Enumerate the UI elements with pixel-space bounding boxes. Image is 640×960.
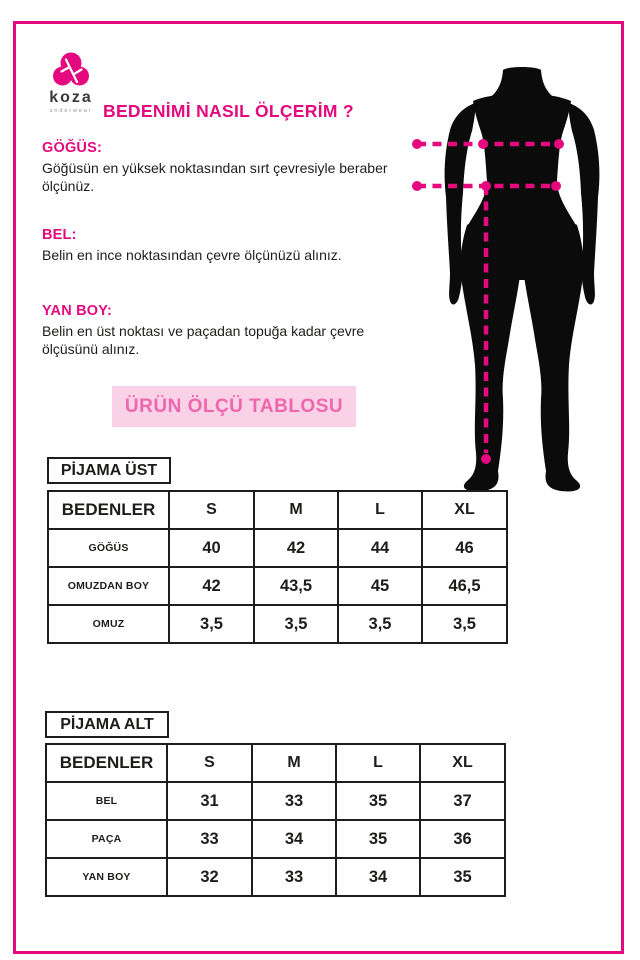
cell-value: 3,5 — [422, 605, 507, 643]
table-title-pijama-ust: PİJAMA ÜST — [47, 457, 171, 484]
cell-value: 31 — [167, 782, 252, 820]
section-yan-boy — [42, 303, 392, 358]
cell-value: 42 — [169, 567, 254, 605]
cell-value: 33 — [252, 782, 336, 820]
column-header-l: L — [336, 744, 420, 782]
cell-value: 33 — [252, 858, 336, 896]
section-bel — [42, 227, 392, 265]
column-header-s: S — [169, 491, 254, 529]
body-silhouette — [445, 67, 600, 491]
cell-value: 32 — [167, 858, 252, 896]
cell-value: 35 — [336, 782, 420, 820]
table-row — [48, 529, 507, 567]
table-header-row — [48, 491, 507, 529]
table-header-row — [46, 744, 505, 782]
row-label: GÖĞÜS — [48, 529, 169, 567]
column-header-l: L — [338, 491, 422, 529]
section-body: Belin en üst noktası ve paçadan topuğa kadar çevre ölçüsünü alınız. — [42, 323, 365, 357]
section-gogus — [42, 140, 392, 195]
cell-value: 45 — [338, 567, 422, 605]
section-heading: YAN BOY: — [42, 303, 113, 319]
brand-name: koza — [49, 89, 93, 106]
cell-value: 35 — [420, 858, 505, 896]
row-label: OMUZ — [48, 605, 169, 643]
koza-cocoon-icon — [51, 52, 91, 90]
section-body: Belin en ince noktasından çevre ölçünüzü alınız. — [42, 247, 342, 263]
brand-tagline: underwear — [49, 107, 93, 114]
brand-logo — [38, 52, 104, 114]
cell-value: 36 — [420, 820, 505, 858]
row-label: BEL — [46, 782, 167, 820]
cell-value: 42 — [254, 529, 338, 567]
column-header-s: S — [167, 744, 252, 782]
table-row — [46, 782, 505, 820]
cell-value: 40 — [169, 529, 254, 567]
cell-value: 43,5 — [254, 567, 338, 605]
column-header-xl: XL — [420, 744, 505, 782]
cell-value: 37 — [420, 782, 505, 820]
cell-value: 44 — [338, 529, 422, 567]
cell-value: 35 — [336, 820, 420, 858]
column-header-m: M — [254, 491, 338, 529]
column-header-bedenler: BEDENLER — [46, 744, 167, 782]
size-table-pijama-alt — [45, 743, 506, 897]
size-table-banner: ÜRÜN ÖLÇÜ TABLOSU — [112, 386, 356, 427]
body-figure — [405, 55, 615, 495]
cell-value: 46 — [422, 529, 507, 567]
cell-value: 3,5 — [254, 605, 338, 643]
table-title-pijama-alt: PİJAMA ALT — [45, 711, 169, 738]
cell-value: 34 — [336, 858, 420, 896]
size-table-pijama-ust — [47, 490, 508, 644]
column-header-xl: XL — [422, 491, 507, 529]
cell-value: 34 — [252, 820, 336, 858]
page-title: BEDENİMİ NASIL ÖLÇERİM ? — [103, 101, 354, 121]
cell-value: 46,5 — [422, 567, 507, 605]
column-header-bedenler: BEDENLER — [48, 491, 169, 529]
table-row — [46, 858, 505, 896]
cell-value: 3,5 — [338, 605, 422, 643]
section-heading: GÖĞÜS: — [42, 140, 103, 156]
column-header-m: M — [252, 744, 336, 782]
cell-value: 3,5 — [169, 605, 254, 643]
table-row — [48, 567, 507, 605]
row-label: PAÇA — [46, 820, 167, 858]
row-label: YAN BOY — [46, 858, 167, 896]
section-body: Göğüsün en yüksek noktasından sırt çevresiyle beraber ölçünüz. — [42, 160, 388, 194]
section-heading: BEL: — [42, 227, 77, 243]
cell-value: 33 — [167, 820, 252, 858]
table-row — [48, 605, 507, 643]
row-label: OMUZDAN BOY — [48, 567, 169, 605]
table-row — [46, 820, 505, 858]
